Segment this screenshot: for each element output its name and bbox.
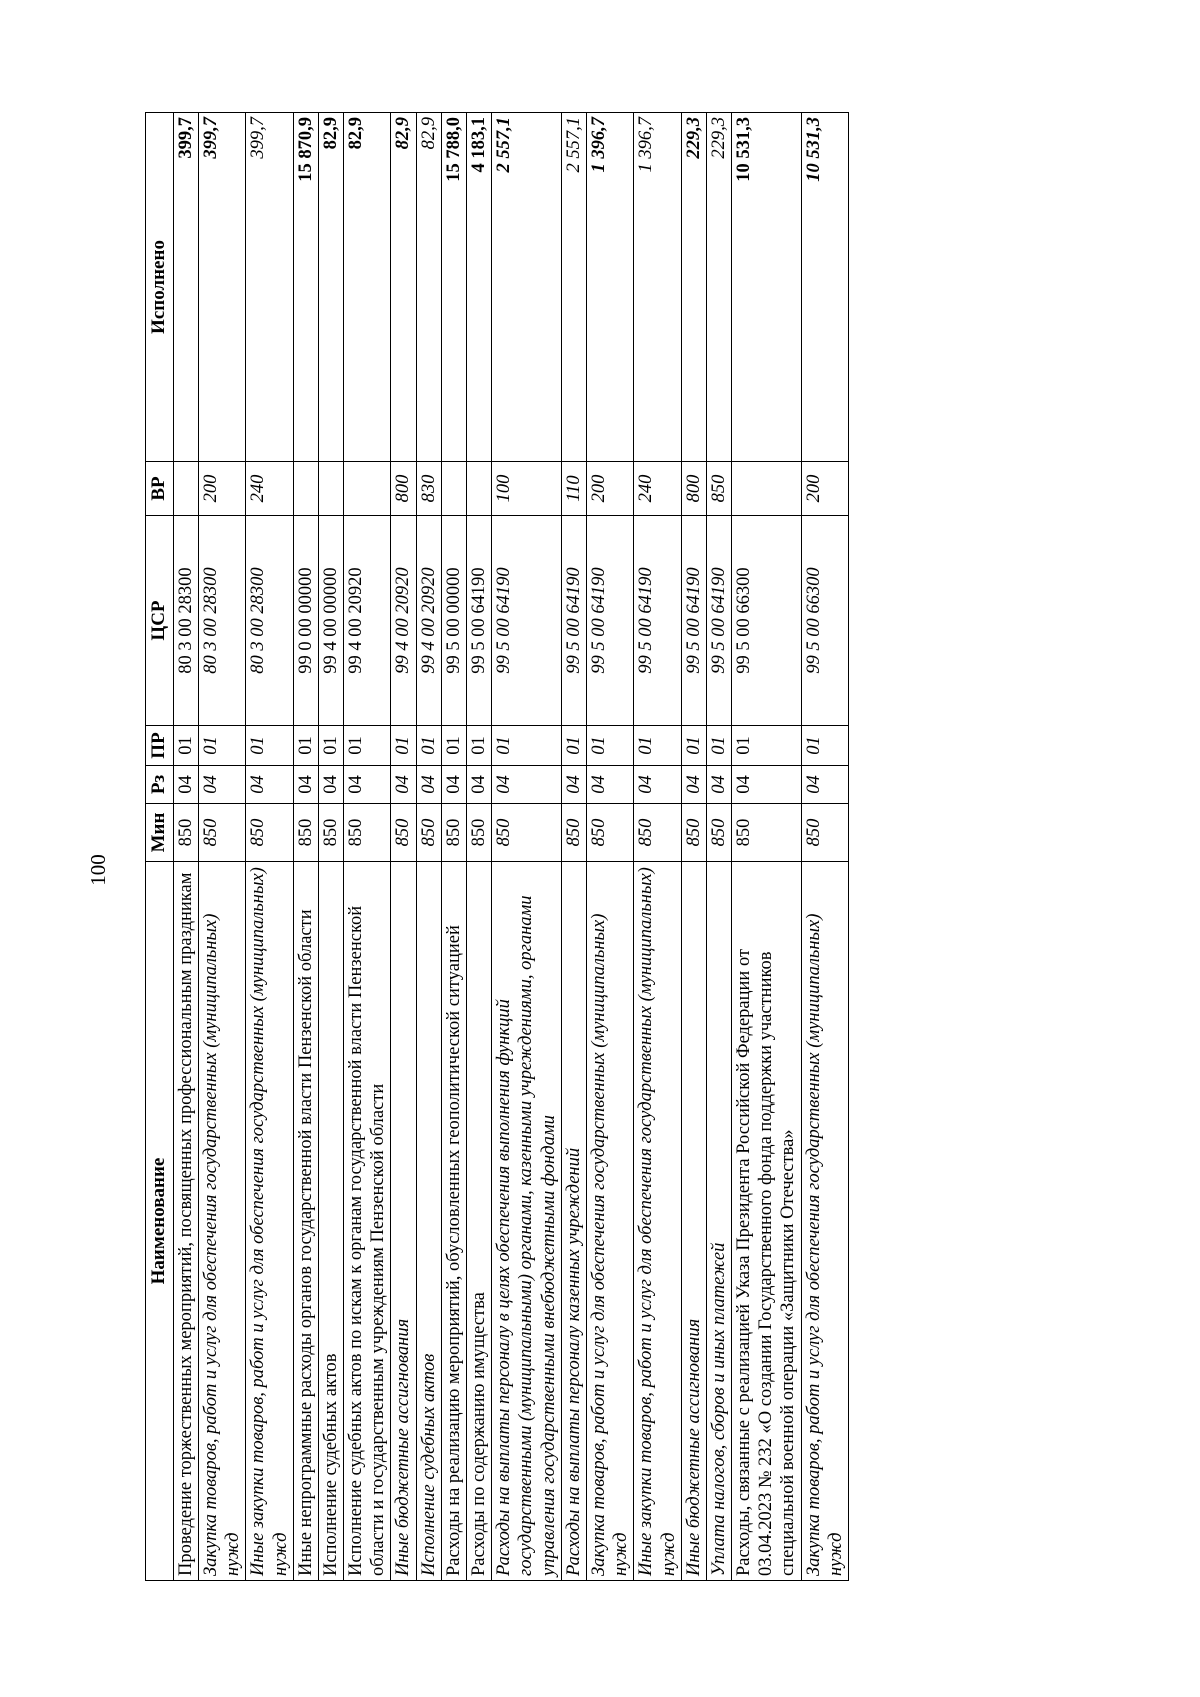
cell-executed: 82,9 — [318, 113, 343, 462]
header-pr: ПР — [146, 726, 174, 766]
cell-vr: 800 — [681, 462, 706, 516]
cell-rz: 04 — [318, 766, 343, 804]
cell-pr: 01 — [173, 726, 198, 766]
table-row — [586, 113, 633, 1581]
table-row — [198, 113, 245, 1581]
cell-name: Закупка товаров, работ и услуг для обеспечения государственных (муниципальных) нужд — [198, 862, 245, 1581]
cell-csr: 99 5 00 64190 — [634, 516, 681, 726]
cell-name: Закупка товаров, работ и услуг для обеспечения государственных (муниципальных) нужд — [801, 862, 848, 1581]
cell-csr: 80 3 00 28300 — [173, 516, 198, 726]
cell-vr: 200 — [801, 462, 848, 516]
cell-executed: 399,7 — [246, 113, 293, 462]
table-row — [681, 113, 706, 1581]
cell-rz: 04 — [634, 766, 681, 804]
table-row — [467, 113, 492, 1581]
cell-rz: 04 — [492, 766, 562, 804]
table-row — [416, 113, 441, 1581]
cell-min: 850 — [441, 804, 466, 862]
cell-executed: 15 870,9 — [293, 113, 318, 462]
cell-pr: 01 — [732, 726, 802, 766]
header-name: Наименование — [146, 862, 174, 1581]
cell-csr: 99 5 00 64190 — [467, 516, 492, 726]
cell-vr: 800 — [391, 462, 416, 516]
cell-vr — [173, 462, 198, 516]
cell-executed: 229,3 — [706, 113, 731, 462]
cell-name: Расходы по содержанию имущества — [467, 862, 492, 1581]
cell-min: 850 — [467, 804, 492, 862]
cell-rz: 04 — [198, 766, 245, 804]
cell-pr: 01 — [492, 726, 562, 766]
cell-rz: 04 — [561, 766, 586, 804]
cell-min: 850 — [561, 804, 586, 862]
cell-vr — [344, 462, 391, 516]
cell-executed: 2 557,1 — [492, 113, 562, 462]
cell-min: 850 — [586, 804, 633, 862]
cell-name: Уплата налогов, сборов и иных платежей — [706, 862, 731, 1581]
cell-csr: 99 5 00 64190 — [492, 516, 562, 726]
cell-csr: 99 4 00 20920 — [344, 516, 391, 726]
cell-min: 850 — [173, 804, 198, 862]
cell-name: Иные закупки товаров, работ и услуг для обеспечения государственных (муниципальных) нужд — [634, 862, 681, 1581]
cell-csr: 80 3 00 28300 — [198, 516, 245, 726]
cell-vr — [467, 462, 492, 516]
cell-executed: 82,9 — [344, 113, 391, 462]
cell-csr: 99 5 00 64190 — [561, 516, 586, 726]
cell-name: Проведение торжественных мероприятий, посвященных профессиональным праздникам — [173, 862, 198, 1581]
cell-vr: 200 — [198, 462, 245, 516]
cell-min: 850 — [732, 804, 802, 862]
cell-pr: 01 — [634, 726, 681, 766]
cell-vr: 850 — [706, 462, 731, 516]
cell-vr: 100 — [492, 462, 562, 516]
cell-csr: 99 5 00 64190 — [586, 516, 633, 726]
cell-executed: 1 396,7 — [586, 113, 633, 462]
cell-pr: 01 — [586, 726, 633, 766]
cell-vr: 240 — [246, 462, 293, 516]
rotated-table-container — [145, 113, 849, 1581]
cell-pr: 01 — [198, 726, 245, 766]
cell-csr: 80 3 00 28300 — [246, 516, 293, 726]
cell-name: Расходы, связанные с реализацией Указа Президента Российской Федерации от 03.04.2023 № 232 «О создании Государственного фонда поддержки участников специальной военной операции «Защитники Отечества» — [732, 862, 802, 1581]
cell-executed: 1 396,7 — [634, 113, 681, 462]
cell-min: 850 — [681, 804, 706, 862]
cell-min: 850 — [416, 804, 441, 862]
cell-csr: 99 4 00 20920 — [416, 516, 441, 726]
cell-name: Иные закупки товаров, работ и услуг для обеспечения государственных (муниципальных) нужд — [246, 862, 293, 1581]
cell-executed: 82,9 — [416, 113, 441, 462]
cell-executed: 2 557,1 — [561, 113, 586, 462]
cell-csr: 99 4 00 20920 — [391, 516, 416, 726]
cell-rz: 04 — [391, 766, 416, 804]
cell-rz: 04 — [586, 766, 633, 804]
cell-name: Расходы на реализацию мероприятий, обусловленных геополитической ситуацией — [441, 862, 466, 1581]
cell-rz: 04 — [173, 766, 198, 804]
table-row — [801, 113, 848, 1581]
cell-min: 850 — [293, 804, 318, 862]
cell-executed: 399,7 — [198, 113, 245, 462]
cell-min: 850 — [246, 804, 293, 862]
cell-vr — [318, 462, 343, 516]
table-row — [706, 113, 731, 1581]
table-row — [318, 113, 343, 1581]
cell-min: 850 — [391, 804, 416, 862]
cell-pr: 01 — [561, 726, 586, 766]
cell-executed: 10 531,3 — [801, 113, 848, 462]
cell-pr: 01 — [416, 726, 441, 766]
cell-pr: 01 — [391, 726, 416, 766]
cell-name: Расходы на выплаты персоналу в целях обеспечения выполнения функций государственными (муниципальными) органами, казенными учреждениями, органами управления государственными внебюджетными фондами — [492, 862, 562, 1581]
cell-executed: 10 531,3 — [732, 113, 802, 462]
cell-vr: 830 — [416, 462, 441, 516]
cell-csr: 99 0 00 00000 — [293, 516, 318, 726]
cell-rz: 04 — [293, 766, 318, 804]
cell-min: 850 — [801, 804, 848, 862]
cell-rz: 04 — [441, 766, 466, 804]
cell-pr: 01 — [318, 726, 343, 766]
cell-pr: 01 — [801, 726, 848, 766]
cell-rz: 04 — [344, 766, 391, 804]
cell-pr: 01 — [681, 726, 706, 766]
cell-vr — [441, 462, 466, 516]
cell-min: 850 — [706, 804, 731, 862]
cell-csr: 99 4 00 00000 — [318, 516, 343, 726]
cell-pr: 01 — [441, 726, 466, 766]
cell-min: 850 — [344, 804, 391, 862]
cell-executed: 82,9 — [391, 113, 416, 462]
cell-csr: 99 5 00 64190 — [681, 516, 706, 726]
cell-vr: 110 — [561, 462, 586, 516]
cell-executed: 229,3 — [681, 113, 706, 462]
table-row — [173, 113, 198, 1581]
budget-table — [145, 112, 849, 1581]
cell-csr: 99 5 00 66300 — [732, 516, 802, 726]
cell-name: Расходы на выплаты персоналу казенных учреждений — [561, 862, 586, 1581]
cell-name: Иные непрограммные расходы органов государственной власти Пензенской области — [293, 862, 318, 1581]
table-row — [344, 113, 391, 1581]
cell-csr: 99 5 00 64190 — [706, 516, 731, 726]
table-row — [492, 113, 562, 1581]
cell-min: 850 — [634, 804, 681, 862]
cell-csr: 99 5 00 66300 — [801, 516, 848, 726]
table-row — [732, 113, 802, 1581]
page-number: 100 — [85, 854, 110, 886]
cell-vr: 240 — [634, 462, 681, 516]
cell-rz: 04 — [681, 766, 706, 804]
table-row — [391, 113, 416, 1581]
header-executed: Исполнено — [146, 113, 174, 462]
cell-rz: 04 — [416, 766, 441, 804]
table-header-row — [146, 113, 174, 1581]
cell-rz: 04 — [246, 766, 293, 804]
cell-vr: 200 — [586, 462, 633, 516]
cell-executed: 399,7 — [173, 113, 198, 462]
table-row — [561, 113, 586, 1581]
table-body — [173, 113, 848, 1581]
cell-name: Иные бюджетные ассигнования — [681, 862, 706, 1581]
cell-executed: 4 183,1 — [467, 113, 492, 462]
cell-rz: 04 — [706, 766, 731, 804]
cell-name: Исполнение судебных актов по искам к органам государственной власти Пензенской области и государственным учреждениям Пензенской области — [344, 862, 391, 1581]
header-csr: ЦСР — [146, 516, 174, 726]
cell-pr: 01 — [706, 726, 731, 766]
header-rz: Рз — [146, 766, 174, 804]
cell-vr — [293, 462, 318, 516]
cell-pr: 01 — [344, 726, 391, 766]
table-row — [246, 113, 293, 1581]
cell-vr — [732, 462, 802, 516]
cell-rz: 04 — [467, 766, 492, 804]
table-row — [634, 113, 681, 1581]
cell-rz: 04 — [732, 766, 802, 804]
cell-name: Исполнение судебных актов — [416, 862, 441, 1581]
table-row — [441, 113, 466, 1581]
cell-csr: 99 5 00 00000 — [441, 516, 466, 726]
cell-pr: 01 — [246, 726, 293, 766]
cell-rz: 04 — [801, 766, 848, 804]
cell-name: Исполнение судебных актов — [318, 862, 343, 1581]
table-row — [293, 113, 318, 1581]
cell-min: 850 — [492, 804, 562, 862]
cell-min: 850 — [318, 804, 343, 862]
cell-min: 850 — [198, 804, 245, 862]
cell-name: Закупка товаров, работ и услуг для обеспечения государственных (муниципальных) нужд — [586, 862, 633, 1581]
cell-pr: 01 — [293, 726, 318, 766]
header-vr: ВР — [146, 462, 174, 516]
cell-pr: 01 — [467, 726, 492, 766]
header-min: Мин — [146, 804, 174, 862]
cell-executed: 15 788,0 — [441, 113, 466, 462]
cell-name: Иные бюджетные ассигнования — [391, 862, 416, 1581]
